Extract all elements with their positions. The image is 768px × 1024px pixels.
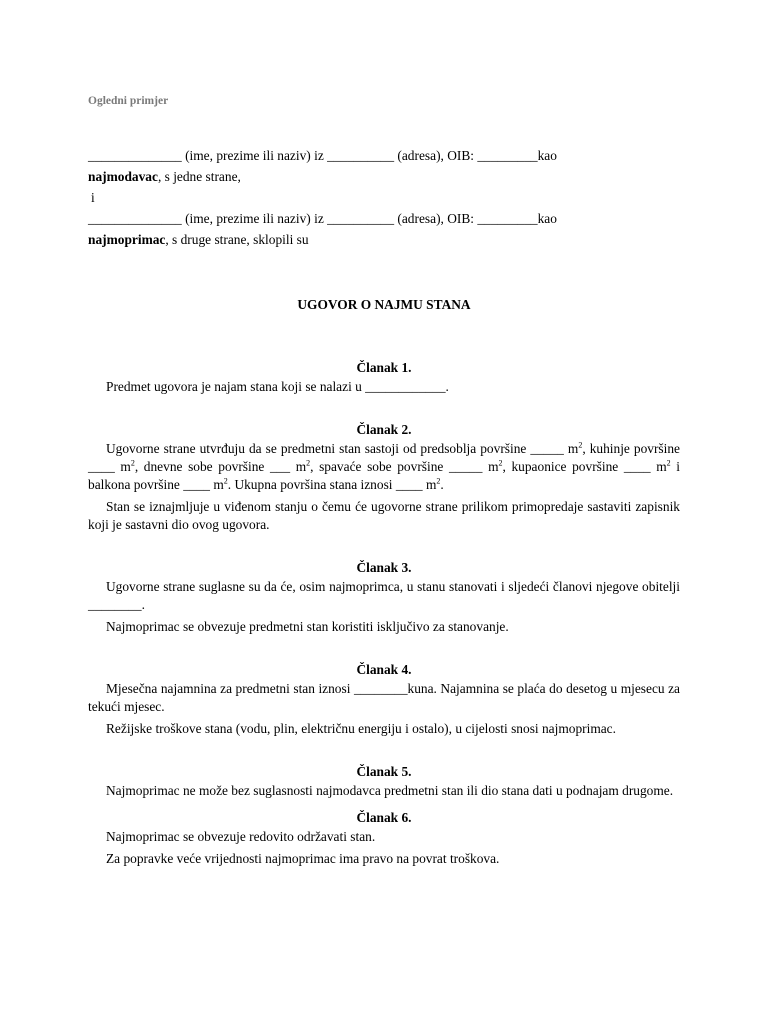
article-heading: Članak 2.: [356, 422, 412, 437]
article-paragraph-areas: [88, 440, 680, 494]
party1-role: najmodavac: [88, 169, 158, 184]
article-paragraph: Najmoprimac ne može bez suglasnosti najmodavca predmetni stan ili dio stana dati u podnajam drugome.: [106, 783, 674, 798]
conjunction: i: [91, 190, 95, 205]
sample-label: Ogledni primjer: [88, 95, 169, 107]
contract-title: UGOVOR O NAJMU STANA: [297, 297, 471, 312]
article-paragraph: Mjesečna najamnina za predmetni stan iznosi ________kuna. Najamnina se plaća do desetog u mjesecu za tekući mjesec.: [88, 681, 680, 714]
article-paragraph: Najmoprimac se obvezuje predmetni stan koristiti isključivo za stanovanje.: [106, 619, 509, 634]
contract-parties: [88, 145, 680, 250]
party2-role: najmoprimac: [88, 232, 166, 247]
superscript: 2: [498, 458, 503, 468]
area-end: .: [440, 477, 444, 492]
article-5: [88, 762, 680, 800]
party2-line-b: [88, 229, 680, 250]
article-3: [88, 558, 680, 636]
article-heading: Članak 1.: [356, 360, 412, 375]
area-kupaonica: , kupaonice površine ____ m: [502, 459, 667, 474]
article-heading: Članak 5.: [356, 764, 412, 779]
superscript: 2: [306, 458, 311, 468]
superscript: 2: [130, 458, 135, 468]
party1-line-a: ______________ (ime, prezime ili naziv) iz __________ (adresa), OIB: _________kao: [88, 148, 557, 163]
article-2: [88, 420, 680, 534]
superscript: 2: [223, 476, 228, 486]
article-heading: Članak 6.: [356, 810, 412, 825]
party1-side: , s jedne strane,: [157, 169, 241, 184]
area-kuhinja: , kuhinje površine ____ m: [88, 441, 681, 474]
superscript: 2: [666, 458, 671, 468]
area-balkon: i balkona površine ____ m: [88, 459, 681, 492]
article-heading: Članak 3.: [356, 560, 412, 575]
article-paragraph: Predmet ugovora je najam stana koji se nalazi u ____________.: [106, 379, 449, 394]
superscript: 2: [578, 440, 583, 450]
articles: [88, 358, 680, 872]
article-paragraph: Stan se iznajmljuje u viđenom stanju o čemu će ugovorne strane prilikom primopredaje sastaviti zapisnik koji je sastavni dio ovog ugovora.: [88, 499, 680, 532]
article-1: [88, 358, 680, 396]
article-4: [88, 660, 680, 738]
party1-line-b: [88, 166, 680, 187]
area-spavaca-soba: , spavaće sobe površine _____ m: [310, 459, 499, 474]
document-page: [88, 0, 680, 1024]
area-predsoblje: Ugovorne strane utvrđuju da se predmetni stan sastoji od predsoblja površine _____ m: [106, 441, 579, 456]
area-ukupno: . Ukupna površina stana iznosi ____ m: [227, 477, 437, 492]
area-dnevna-soba: , dnevne sobe površine ___ m: [134, 459, 307, 474]
article-paragraph: Za popravke veće vrijednosti najmoprimac ima pravo na povrat troškova.: [106, 851, 500, 866]
party2-side: , s druge strane, sklopili su: [165, 232, 309, 247]
article-paragraph: Režijske troškove stana (vodu, plin, električnu energiju i ostalo), u cijelosti snosi najmoprimac.: [106, 721, 616, 736]
article-6: [88, 808, 680, 868]
article-paragraph: Ugovorne strane suglasne su da će, osim najmoprimca, u stanu stanovati i sljedeći članovi njegove obitelji ________.: [88, 579, 680, 612]
party2-line-a: ______________ (ime, prezime ili naziv) iz __________ (adresa), OIB: _________kao: [88, 211, 557, 226]
superscript: 2: [436, 476, 441, 486]
article-paragraph: Najmoprimac se obvezuje redovito održavati stan.: [106, 829, 376, 844]
article-heading: Članak 4.: [356, 662, 412, 677]
